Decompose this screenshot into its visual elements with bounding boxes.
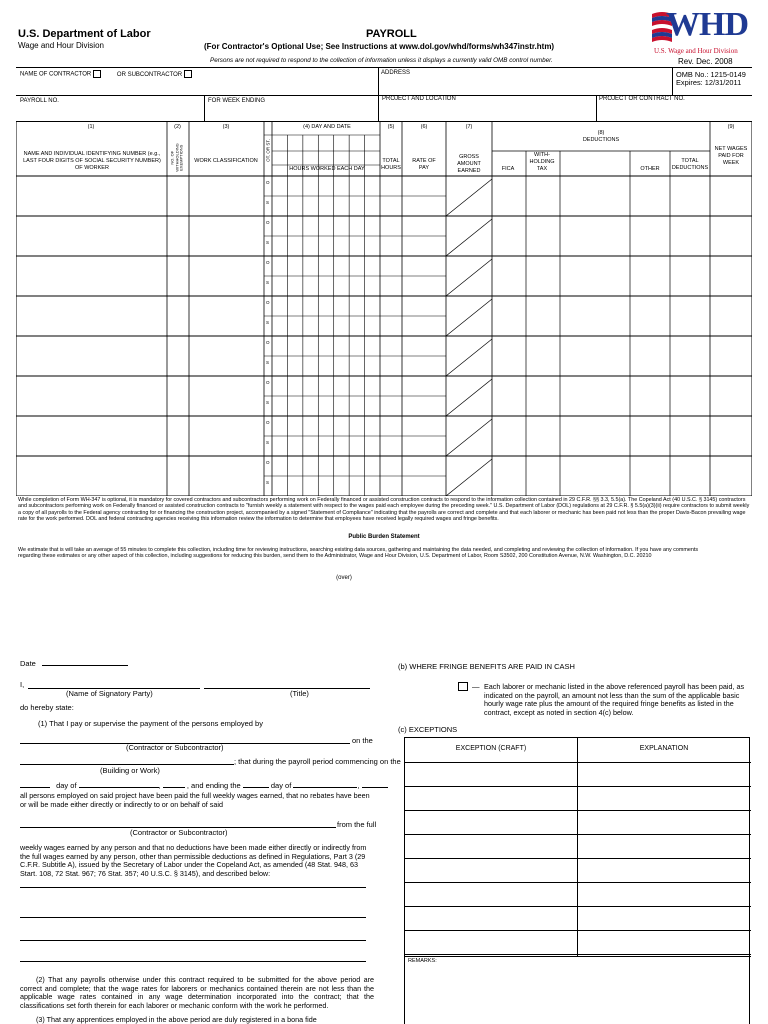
end-year-line[interactable] bbox=[362, 787, 388, 788]
overtime-mark: O bbox=[266, 380, 270, 385]
col2-label: NO. OF WITHHOLDING EXEMPTIONS bbox=[169, 143, 184, 172]
end-month-line[interactable] bbox=[293, 787, 357, 788]
grid-line bbox=[446, 379, 492, 416]
straight-time-mark: S bbox=[266, 320, 270, 325]
col4-num: (4) DAY AND DATE bbox=[303, 124, 351, 130]
during-text: ; that during the payroll period commencing on the bbox=[234, 757, 401, 766]
omb-number-text: OMB No.: 1215-0149 bbox=[676, 70, 746, 79]
fringe-dash: — bbox=[472, 682, 480, 691]
col8-label: DEDUCTIONS bbox=[582, 137, 620, 143]
col8-num: (8) bbox=[597, 130, 605, 136]
revision-date: Rev. Dec. 2008 bbox=[678, 57, 733, 66]
col7-num: (7) bbox=[465, 124, 473, 130]
col5-label: TOTAL HOURS bbox=[381, 158, 401, 171]
period-row: day of , , and ending the day of , bbox=[20, 781, 388, 790]
hereby-label: do hereby state: bbox=[20, 703, 74, 712]
ot-st-label: OT. OR ST. bbox=[265, 139, 271, 162]
start-month-line[interactable] bbox=[79, 787, 159, 788]
col6-label: RATE OF PAY bbox=[412, 158, 436, 171]
and-ending-label: , and ending the bbox=[186, 781, 241, 790]
start-year-line[interactable] bbox=[163, 787, 185, 788]
exception-row[interactable] bbox=[405, 810, 751, 834]
remarks-divider bbox=[405, 956, 751, 957]
form-title: PAYROLL bbox=[366, 28, 417, 40]
other-label: OTHER bbox=[640, 166, 660, 172]
payroll-grid bbox=[16, 121, 752, 496]
logo-caption: U.S. Wage and Hour Division bbox=[654, 47, 738, 55]
total-deductions-label: TOTAL DEDUCTIONS bbox=[671, 158, 709, 171]
col2-num: (2) bbox=[174, 124, 181, 130]
straight-time-mark: S bbox=[266, 440, 270, 445]
weekly-text: weekly wages earned by any person and that no deductions have been made either directly or indirectly from the full wages earned by any person, other than permissible deductions as defined in Regulations, Part 3 (29 C.F.R. Subtitle A), issued by the Secretary of Labor under the Copeland Act, as amended (48 Stat. 948, 63 Start. 108, 72 Stat. 967; 76 Stat. 357; 40 U.S.C. § 3145), and described below: bbox=[20, 843, 367, 878]
building-line[interactable] bbox=[20, 757, 234, 765]
overtime-mark: O bbox=[266, 260, 270, 265]
signatory-title-line[interactable] bbox=[204, 680, 370, 689]
contractor2-line[interactable] bbox=[20, 820, 336, 828]
overtime-mark: O bbox=[266, 180, 270, 185]
grid-line bbox=[446, 219, 492, 256]
date-label: Date bbox=[20, 659, 36, 668]
address-field[interactable]: ADDRESS bbox=[381, 70, 411, 76]
exception-row[interactable] bbox=[405, 858, 751, 882]
from-full-label: from the full bbox=[337, 820, 377, 829]
fringe-b-title: (b) WHERE FRINGE BENEFITS ARE PAID IN CASH bbox=[398, 662, 575, 671]
exceptions-title: (c) EXCEPTIONS bbox=[398, 725, 458, 734]
exception-row[interactable] bbox=[405, 906, 751, 930]
exception-row[interactable] bbox=[405, 954, 751, 978]
payroll-no-field[interactable]: PAYROLL NO. bbox=[20, 98, 59, 104]
start-day-line[interactable] bbox=[20, 787, 50, 788]
fica-label: FICA bbox=[501, 166, 515, 172]
day-of-label: day of bbox=[56, 781, 77, 790]
overtime-mark: O bbox=[266, 460, 270, 465]
building-caption: (Building or Work) bbox=[100, 766, 160, 775]
explanation-header: EXPLANATION bbox=[639, 745, 689, 752]
straight-time-mark: S bbox=[266, 200, 270, 205]
statement-p1: (1) That I pay or supervise the payment of the persons employed by bbox=[38, 719, 263, 728]
grid-line bbox=[446, 259, 492, 296]
signatory-caption: (Name of Signatory Party) bbox=[66, 689, 153, 698]
exception-row[interactable] bbox=[405, 786, 751, 810]
contractor-checkbox[interactable] bbox=[93, 70, 101, 78]
grid-line bbox=[446, 179, 492, 216]
signatory-name-line[interactable] bbox=[28, 680, 200, 689]
form-subtitle: (For Contractor's Optional Use; See Instructions at www.dol.gov/whd/forms/wh347instr.htm) bbox=[204, 42, 555, 51]
i-label: I, bbox=[20, 680, 25, 689]
contractor-sub-caption: (Contractor or Subcontractor) bbox=[126, 743, 224, 752]
straight-time-mark: S bbox=[266, 480, 270, 485]
col9-label: NET WAGES PAID FOR WEEK bbox=[714, 146, 748, 166]
logo-text: WHD bbox=[666, 6, 748, 43]
deduction-line-4[interactable] bbox=[20, 961, 366, 962]
exception-craft-header: EXCEPTION (CRAFT) bbox=[455, 745, 527, 752]
all-persons-text: all persons employed on said project have been paid the full weekly wages earned, that no rebates have been or will be made either directly or indirectly to or on behalf of said bbox=[20, 791, 370, 809]
straight-time-mark: S bbox=[266, 360, 270, 365]
agency-name: U.S. Department of Labor bbox=[18, 28, 151, 40]
col3-label: WORK CLASSIFICATION bbox=[194, 158, 258, 164]
exceptions-table bbox=[404, 737, 750, 1024]
grid-line bbox=[446, 419, 492, 456]
burden-text: We estimate that is will take an average of 55 minutes to complete this collection, including time for reviewing instructions, searching existing data sources, gathering and maintaining the data needed, and completing and reviewing the collection of information. If you have any comments regarding these estimates or any other aspect of this collection, including suggestions for reducing this burden, send them to the Administrator, Wage and Hour Division, U.S. Department of Labor, Room S3502, 200 Constitution Avenue, N.W. Washington, D.C. 20210 bbox=[18, 547, 699, 560]
project-contract-field[interactable]: PROJECT OR CONTRACT NO. bbox=[599, 96, 685, 102]
col3-num: (3) bbox=[222, 124, 230, 130]
deduction-line-3[interactable] bbox=[20, 940, 366, 941]
division-name: Wage and Hour Division bbox=[18, 41, 104, 50]
exception-row[interactable] bbox=[405, 834, 751, 858]
grid-line bbox=[446, 459, 492, 496]
whd-logo bbox=[648, 8, 752, 58]
overtime-mark: O bbox=[266, 420, 270, 425]
subcontractor-label: OR SUBCONTRACTOR bbox=[116, 71, 183, 78]
payroll-table bbox=[16, 121, 752, 496]
on-the-label: on the bbox=[352, 736, 373, 745]
fringe-b-text: Each laborer or mechanic listed in the above referenced payroll has been paid, as indicated on the payroll, an amount not less than the sum of the applicable basic hourly wage rate plus the amount of the required fringe benefits as listed in the contract, except as noted in section 4(c) below. bbox=[484, 682, 745, 717]
burden-title: Public Burden Statement bbox=[348, 534, 420, 540]
remarks-label: REMARKS: bbox=[408, 958, 437, 964]
col1-num: (1) bbox=[87, 124, 95, 130]
col7-label: GROSS AMOUNT EARNED bbox=[457, 154, 481, 174]
date-field[interactable] bbox=[20, 659, 128, 668]
week-ending-field[interactable]: FOR WEEK ENDING bbox=[208, 98, 266, 104]
subcontractor-checkbox[interactable] bbox=[184, 70, 192, 78]
statement-p2: (2) That any payrolls otherwise under this contract required to be submitted for the above period are correct and complete; that the wage rates for laborers or mechanics contained therein are not less than the applicable wage rates contained in any wage determination incorporated into the contract; that the classifications set forth therein for each laborer or mechanic conform with the work he performed. bbox=[20, 975, 374, 1010]
col9-num: (9) bbox=[727, 124, 735, 130]
end-day-line[interactable] bbox=[243, 787, 269, 788]
col1-label: NAME AND INDIVIDUAL IDENTIFYING NUMBER (e.g., LAST FOUR DIGITS OF SOCIAL SECURITY NUMBER) OF WORKER bbox=[23, 151, 161, 171]
col5-num: (5) bbox=[387, 124, 395, 130]
day-of2-label: day of bbox=[270, 781, 292, 790]
straight-time-mark: S bbox=[266, 240, 270, 245]
overtime-mark: O bbox=[266, 300, 270, 305]
fringe-cash-checkbox[interactable] bbox=[458, 682, 468, 691]
exception-row[interactable] bbox=[405, 930, 751, 954]
contractor-field[interactable] bbox=[20, 70, 192, 78]
omb-notice: Persons are not required to respond to the collection of information unless it displays a currently valid OMB control number. bbox=[210, 57, 553, 64]
grid-line bbox=[446, 339, 492, 376]
deduction-line-1[interactable] bbox=[20, 887, 366, 888]
col4-label: HOURS WORKED EACH DAY bbox=[289, 166, 365, 172]
straight-time-mark: S bbox=[266, 400, 270, 405]
project-location-field[interactable]: PROJECT AND LOCATION bbox=[382, 96, 456, 102]
grid-line bbox=[446, 299, 492, 336]
disclosure-text: While completion of Form WH-347 is optional, it is mandatory for covered contractors and subcontractors performing work on Federally financed or assisted construction contracts to respond to the information collection contained in 29 C.F.R. §§ 3.3, 5.5(a). The Copeland Act (40 U.S.C. § 3145) contractors and subcontractors performing work on Federally financed or assisted construction contracts to "furnish weekly a statement with respect to the wages paid each employee during the preceding week." U.S. Department of Labor (DOL) regulations at 29 C.F.R. § 5.5(a)(3)(ii) require contractors to submit weekly a copy of all payrolls to the Federal agency contracting for or financing the construction project, accompanied by a signed "Statement of Compliance" indicating that the payrolls are correct and complete and that each laborer or mechanic has been paid not less than the proper Davis-Bacon prevailing wage rate for the work performed. DOL and federal contracting agencies receiving this information review the information to determine that employees have received legally required wages and fringe benefits. bbox=[18, 497, 750, 523]
title-caption: (Title) bbox=[290, 689, 309, 698]
statement-p3: (3) That any apprentices employed in the above period are duly registered in a bona fide bbox=[36, 1015, 317, 1024]
omb-expires: Expires: 12/31/2011 bbox=[676, 78, 742, 87]
contractor-label: NAME OF CONTRACTOR bbox=[20, 71, 92, 78]
contractor-sub2-caption: (Contractor or Subcontractor) bbox=[130, 828, 228, 837]
exception-row[interactable] bbox=[405, 762, 751, 786]
overtime-mark: O bbox=[266, 340, 270, 345]
date-line[interactable] bbox=[42, 665, 128, 666]
over-label: (over) bbox=[336, 575, 352, 581]
omb-number bbox=[676, 71, 746, 87]
col6-num: (6) bbox=[420, 124, 428, 130]
withholding-label: WITH-HOLDING TAX bbox=[529, 152, 555, 172]
overtime-mark: O bbox=[266, 220, 270, 225]
straight-time-mark: S bbox=[266, 280, 270, 285]
deduction-line-2[interactable] bbox=[20, 917, 366, 918]
exception-row[interactable] bbox=[405, 882, 751, 906]
